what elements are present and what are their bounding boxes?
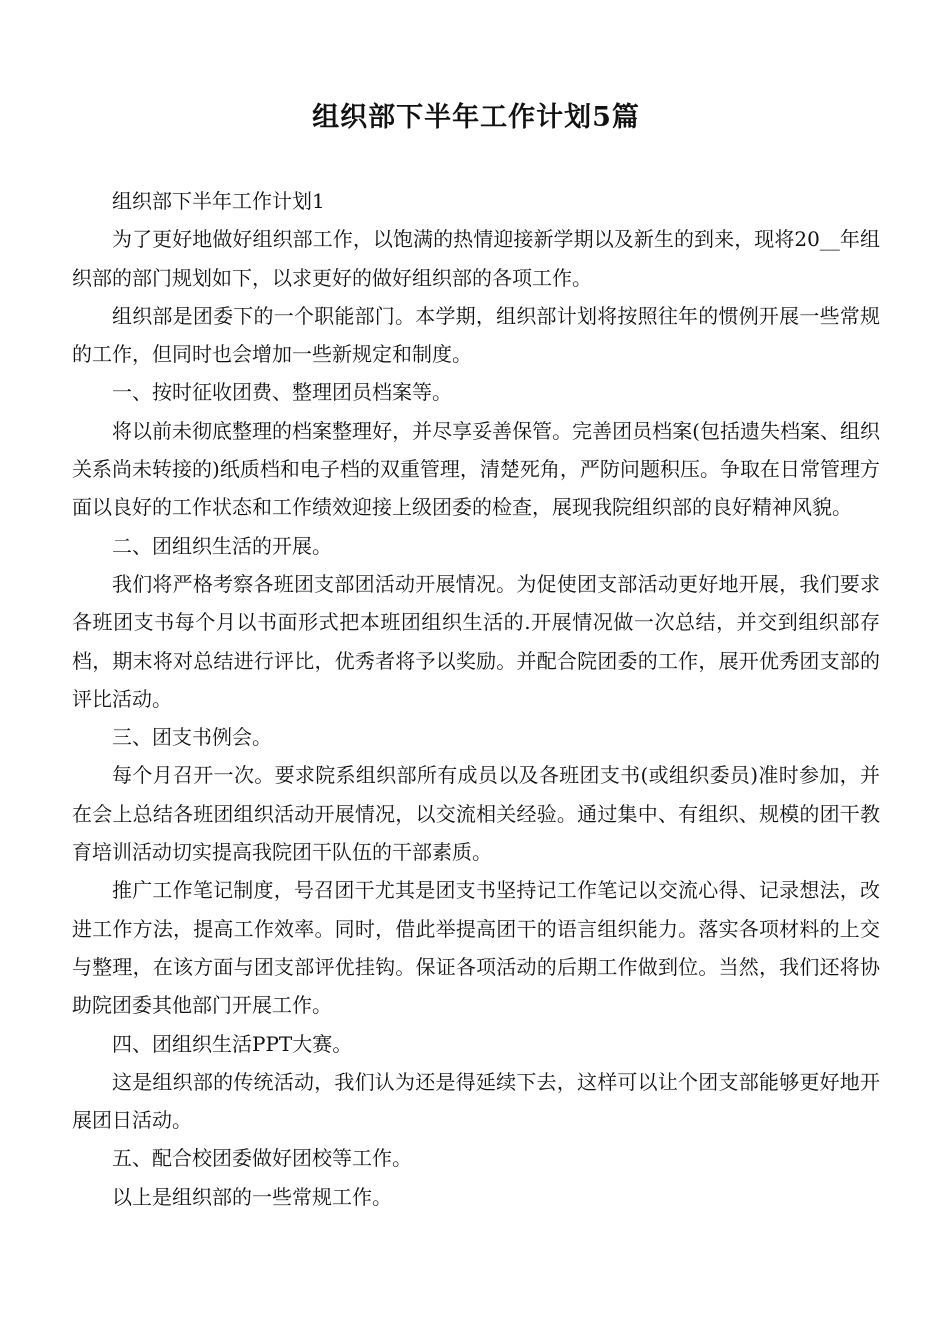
list-heading: 四、团组织生活PPT大赛。: [112, 1031, 353, 1056]
list-heading: 五、配合校团委做好团校等工作。: [112, 1146, 412, 1171]
section-heading: 组织部下半年工作计划1: [112, 189, 325, 213]
paragraph: 推广工作笔记制度，号召团干尤其是团支书坚持记工作笔记以交流心得、记录想法，改进工作方法，提高工作效率。同时，借此举提高团干的语言组织能力。落实各项材料的上交与整理，在该方面与团支部评优挂钩。保证各项活动的后期工作做到位。当然，我们还将协助院团委其他部门开展工作。: [72, 878, 880, 1018]
paragraph: 组织部是团委下的一个职能部门。本学期，组织部计划将按照往年的惯例开展一些常规的工作，但同时也会增加一些新规定和制度。: [72, 303, 880, 367]
list-heading: 三、团支书例会。: [112, 725, 272, 750]
paragraph: 将以前未彻底整理的档案整理好，并尽享妥善保管。完善团员档案(包括遗失档案、组织关系尚未转接的)纸质档和电子档的双重管理，清楚死角，严防问题积压。争取在日常管理方面以良好的工作状态和工作绩效迎接上级团委的检查，展现我院组织部的良好精神风貌。: [72, 418, 880, 520]
paragraph: 为了更好地做好组织部工作，以饱满的热情迎接新学期以及新生的到来，现将20__年组织部的部门规划如下，以求更好的做好组织部的各项工作。: [72, 227, 880, 290]
paragraph: 每个月召开一次。要求院系组织部所有成员以及各班团支书(或组织委员)准时参加，并在会上总结各班团组织活动开展情况，以交流相关经验。通过集中、有组织、规模的团干教育培训活动切实提高我院团干队伍的干部素质。: [72, 763, 880, 865]
paragraph: 以上是组织部的一些常规工作。: [112, 1184, 392, 1209]
document-title: 组织部下半年工作计划5篇: [312, 102, 640, 133]
document-body: [72, 182, 880, 1216]
list-heading: 一、按时征收团费、整理团员档案等。: [112, 380, 452, 405]
list-heading: 二、团组织生活的开展。: [112, 533, 332, 558]
paragraph: 我们将严格考察各班团支部团活动开展情况。为促使团支部活动更好地开展，我们要求各班团支书每个月以书面形式把本班团组织生活的.开展情况做一次总结，并交到组织部存档，期末将对总结进行评比，优秀者将予以奖励。并配合院团委的工作，展开优秀团支部的评比活动。: [72, 571, 880, 711]
paragraph: 这是组织部的传统活动，我们认为还是得延续下去，这样可以让个团支部能够更好地开展团日活动。: [72, 1069, 880, 1133]
